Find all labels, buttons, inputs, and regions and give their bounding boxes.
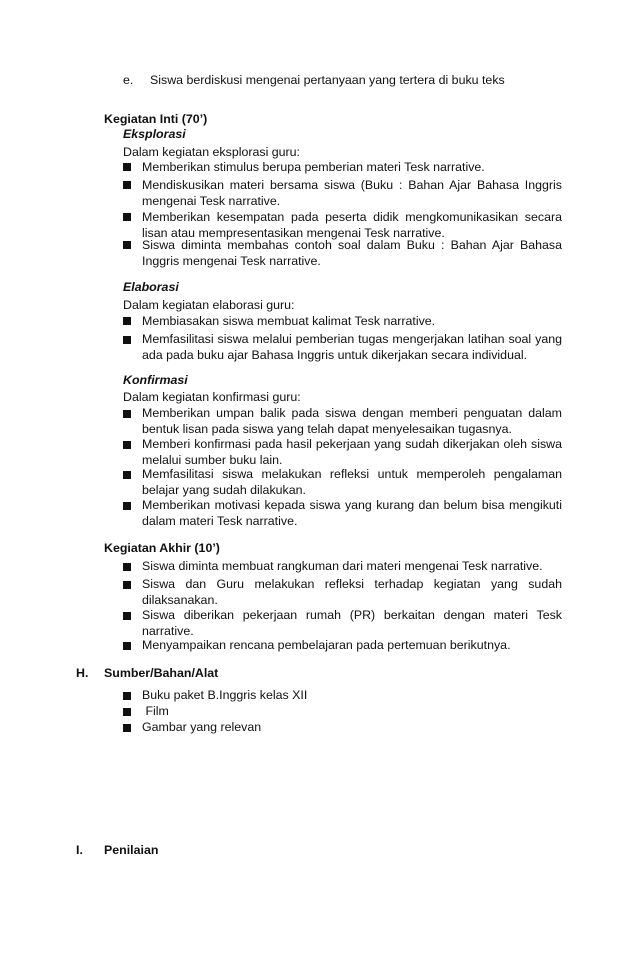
bullet-icon (123, 163, 131, 171)
bullet-icon (123, 581, 131, 589)
bullet-icon (123, 563, 131, 571)
bullet-icon (123, 241, 131, 249)
list-item: Memfasilitasi siswa melalui pemberian tugas mengerjakan latihan soal yang ada pada buku ajar Bahasa Inggris untuk dikerjakan secara individual. (142, 332, 562, 362)
list-item: Memberikan motivasi kepada siswa yang kurang dan belum bisa mengikuti dalam materi Tesk narrative. (142, 498, 562, 528)
bullet-icon (123, 612, 131, 620)
bullet-icon (123, 471, 131, 479)
bullet-icon (123, 724, 131, 732)
list-item: Memberikan umpan balik pada siswa dengan memberi penguatan dalam bentuk lisan pada siswa yang telah dapat menyelesaikan tugasnya. (142, 406, 562, 436)
list-item: Siswa dan Guru melakukan refleksi terhadap kegiatan yang sudah dilaksanakan. (142, 577, 562, 607)
list-item: Memfasilitasi siswa melakukan refleksi untuk memperoleh pengalaman belajar yang sudah dilakukan. (142, 467, 562, 497)
bullet-icon (123, 317, 131, 325)
bullet-icon (123, 410, 131, 418)
section-h-title: Sumber/Bahan/Alat (104, 666, 219, 680)
kegiatan-akhir-heading: Kegiatan Akhir (10’) (104, 541, 220, 555)
eksplorasi-title: Eksplorasi (123, 127, 186, 141)
list-item: Mendiskusikan materi bersama siswa (Buku : Bahan Ajar Bahasa Inggris mengenai Tesk narrative. (142, 178, 562, 208)
list-item: Membiasakan siswa membuat kalimat Tesk narrative. (142, 314, 436, 328)
list-item: Film (142, 704, 169, 718)
bullet-icon (123, 692, 131, 700)
list-item-text: Siswa berdiskusi mengenai pertanyaan yang tertera di buku teks (150, 73, 505, 87)
list-item: Gambar yang relevan (142, 720, 262, 734)
bullet-icon (123, 336, 131, 344)
bullet-icon (123, 708, 131, 716)
bullet-icon (123, 441, 131, 449)
section-i-title: Penilaian (104, 843, 159, 857)
kegiatan-inti-heading: Kegiatan Inti (70’) (104, 112, 208, 126)
konfirmasi-intro: Dalam kegiatan konfirmasi guru: (123, 390, 301, 404)
elaborasi-title: Elaborasi (123, 280, 179, 294)
bullet-icon (123, 181, 131, 189)
section-i-letter: I. (76, 843, 83, 857)
list-item: Siswa diberikan pekerjaan rumah (PR) berkaitan dengan materi Tesk narrative. (142, 608, 562, 638)
bullet-icon (123, 502, 131, 510)
list-item: Siswa diminta membahas contoh soal dalam Buku : Bahan Ajar Bahasa Inggris mengenai Tesk narrative. (142, 238, 562, 268)
list-item: Memberikan kesempatan pada peserta didik mengkomunikasikan secara lisan atau mempresentasikan mengenai Tesk narrative. (142, 210, 562, 240)
list-item: Siswa diminta membuat rangkuman dari materi mengenai Tesk narrative. (142, 559, 543, 573)
konfirmasi-title: Konfirmasi (123, 373, 188, 387)
list-item: Memberikan stimulus berupa pemberian materi Tesk narrative. (142, 160, 485, 174)
section-h-letter: H. (76, 666, 89, 680)
eksplorasi-intro: Dalam kegiatan eksplorasi guru: (123, 145, 301, 159)
list-item: Buku paket B.Inggris kelas XII (142, 688, 308, 702)
list-item: Menyampaikan rencana pembelajaran pada pertemuan berikutnya. (142, 638, 511, 652)
bullet-icon (123, 642, 131, 650)
list-marker: e. (123, 73, 134, 87)
elaborasi-intro: Dalam kegiatan elaborasi guru: (123, 298, 295, 312)
bullet-icon (123, 213, 131, 221)
list-item: Memberi konfirmasi pada hasil pekerjaan yang sudah dikerjakan oleh siswa melalui sumber buku lain. (142, 437, 562, 467)
